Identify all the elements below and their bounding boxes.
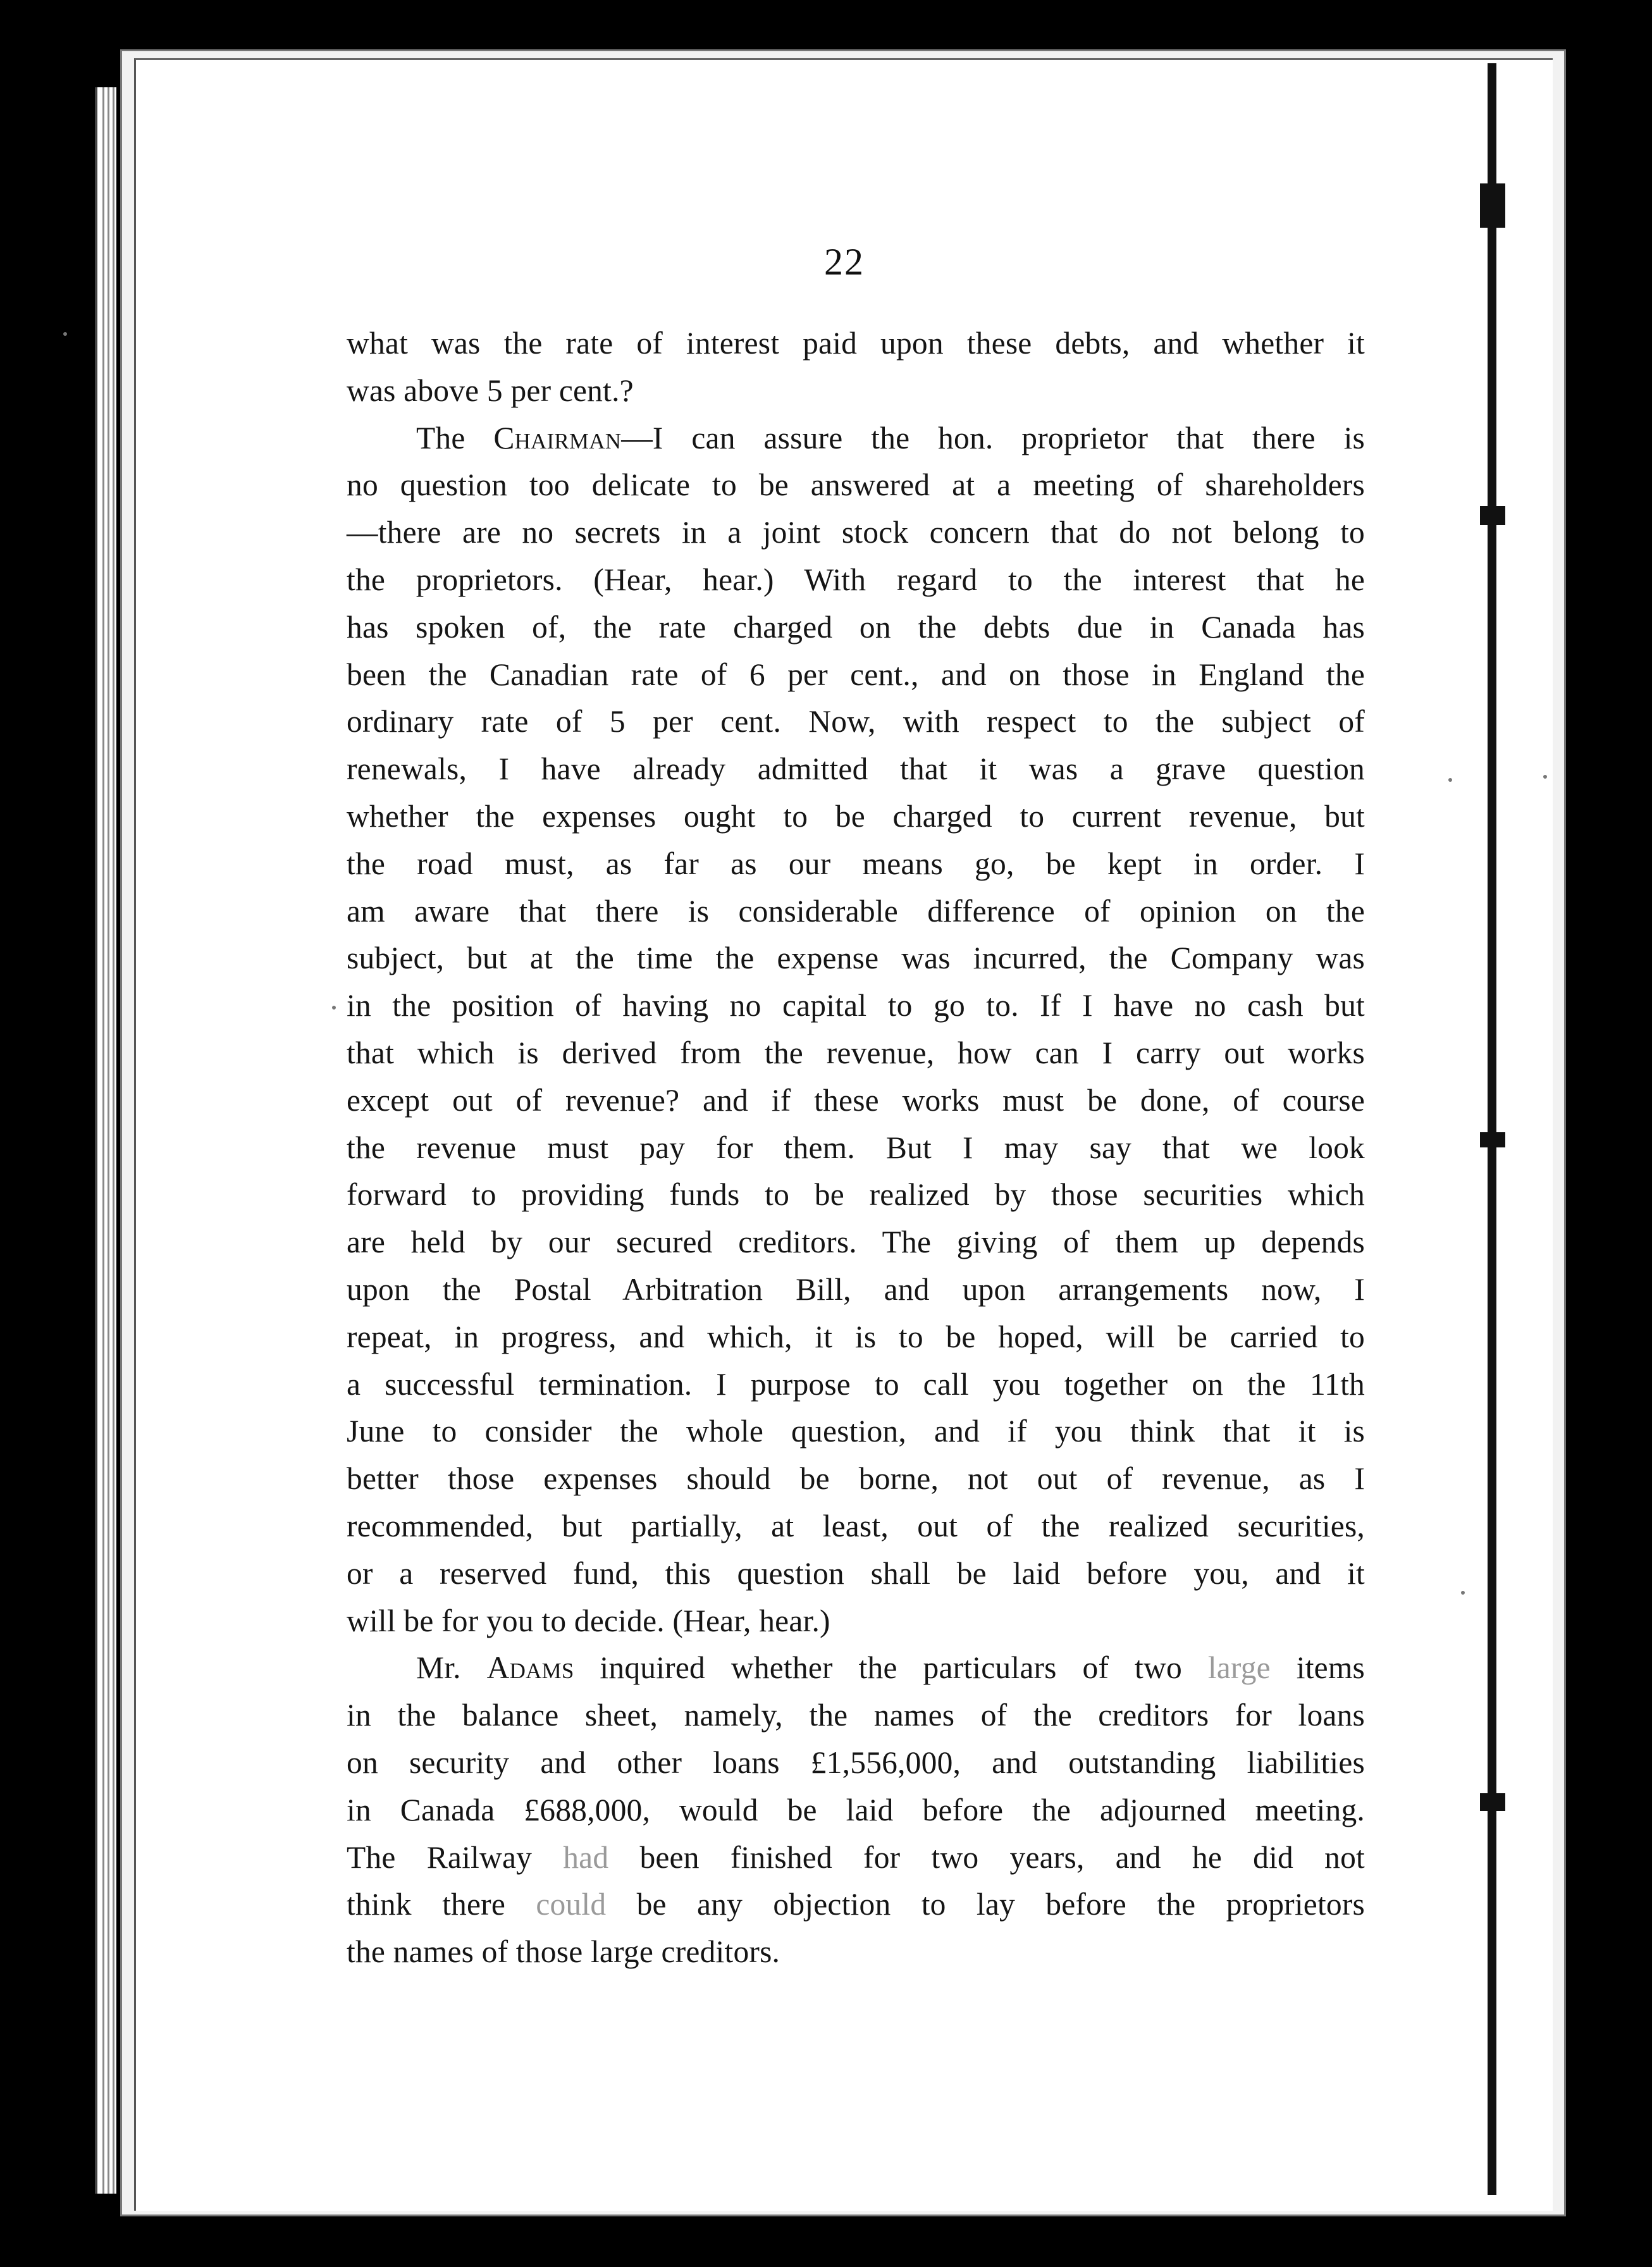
text-line — [347, 1361, 1365, 1409]
text-line — [347, 935, 1365, 982]
text-run: upon the Postal Arbitration Bill, and upon arrangements now, I — [347, 1271, 1365, 1307]
text-run: forward to providing funds to be realized by those securities which — [347, 1177, 1365, 1213]
text-line — [347, 462, 1365, 509]
text-run: Mr. — [416, 1650, 487, 1686]
page-edge — [102, 87, 104, 2194]
scan-speck — [63, 332, 67, 336]
spine-mark — [1480, 1132, 1505, 1147]
text-run: items — [1270, 1650, 1365, 1686]
text-run: that which is derived from the revenue, how can I carry out works — [347, 1035, 1365, 1070]
text-line — [347, 1219, 1365, 1266]
text-run: the names of those large creditors. — [347, 1934, 780, 1970]
text-line — [347, 1550, 1365, 1598]
text-run: been the Canadian rate of 6 per cent., and on those in England the — [347, 657, 1365, 692]
text-run: the revenue must pay for them. But I may say that we look — [347, 1130, 1365, 1165]
text-line — [347, 415, 1365, 462]
page-number: 22 — [824, 241, 865, 283]
spine-mark — [1480, 1793, 1505, 1811]
page-edge — [113, 87, 114, 2194]
text-run: June to consider the whole question, and if you think that it is — [347, 1414, 1365, 1449]
text-line — [347, 698, 1365, 746]
text-line — [347, 888, 1365, 936]
text-line — [347, 1077, 1365, 1125]
text-run: recommended, but partially, at least, out of the realized securities, — [347, 1508, 1365, 1543]
scan-speck — [1461, 1591, 1465, 1595]
text-line — [347, 604, 1365, 652]
text-line — [347, 1503, 1365, 1550]
text-run: am aware that there is considerable difference of opinion on the — [347, 893, 1365, 929]
speaker-name: Adams — [486, 1650, 574, 1686]
text-line — [347, 1645, 1365, 1692]
text-line — [347, 1314, 1365, 1361]
text-line — [347, 1266, 1365, 1314]
text-run: been finished for two years, and he did not — [608, 1839, 1365, 1875]
text-run: better those expenses should be borne, not out of revenue, as I — [347, 1461, 1365, 1497]
text-run: whether the expenses ought to be charged to current revenue, but — [347, 798, 1365, 834]
text-line — [347, 841, 1365, 888]
speaker-name: Chairman — [493, 420, 622, 455]
text-line — [347, 1171, 1365, 1219]
scan-speck — [1448, 778, 1452, 782]
page-stack-edges — [95, 87, 116, 2194]
body-text — [347, 320, 1365, 1976]
text-line — [347, 652, 1365, 699]
text-run: repeat, in progress, and which, it is to be hoped, will be carried to — [347, 1319, 1365, 1354]
text-run: has spoken of, the rate charged on the debts due in Canada has — [347, 609, 1365, 645]
text-run: no question too delicate to be answered at a meeting of shareholders — [347, 467, 1365, 503]
text-line — [347, 1455, 1365, 1503]
text-run: The — [416, 420, 494, 455]
page-edge — [108, 87, 109, 2194]
text-line — [347, 1125, 1365, 1172]
scan-speck — [1543, 775, 1547, 779]
text-line — [347, 509, 1365, 557]
text-run: or a reserved fund, this question shall be laid before you, and it — [347, 1555, 1365, 1591]
text-line — [347, 1787, 1365, 1834]
text-run: large — [1207, 1650, 1271, 1686]
spine-mark — [1480, 506, 1505, 525]
text-run: subject, but at the time the expense was incurred, the Company was — [347, 941, 1365, 976]
text-line — [347, 746, 1365, 793]
text-line — [347, 982, 1365, 1030]
text-run: The Railway — [347, 1839, 564, 1875]
text-line — [347, 1881, 1365, 1929]
text-run: was above 5 per cent.? — [347, 373, 634, 408]
text-run: be any objection to lay before the proprietors — [606, 1887, 1365, 1922]
text-line — [347, 1834, 1365, 1882]
text-line — [347, 1739, 1365, 1787]
text-run: —I can assure the hon. proprietor that there is — [621, 420, 1365, 455]
text-run: in the balance sheet, namely, the names of the creditors for loans — [347, 1698, 1365, 1733]
text-run: what was the rate of interest paid upon these debts, and whether it — [347, 326, 1365, 361]
text-line — [347, 557, 1365, 604]
text-line — [347, 1929, 1365, 1976]
spine-mark — [1480, 183, 1505, 228]
text-run: the proprietors. (Hear, hear.) With regard to the interest that he — [347, 562, 1365, 597]
text-run: are held by our secured creditors. The giving of them up depends — [347, 1225, 1365, 1260]
text-line — [347, 368, 1365, 415]
text-run: renewals, I have already admitted that it was a grave question — [347, 751, 1365, 787]
text-run: on security and other loans £1,556,000, and outstanding liabilities — [347, 1745, 1365, 1780]
text-run: ordinary rate of 5 per cent. Now, with respect to the subject of — [347, 704, 1365, 739]
text-line — [347, 793, 1365, 841]
text-line — [347, 1598, 1365, 1645]
scan-speck — [332, 1006, 336, 1010]
text-line — [347, 1408, 1365, 1455]
text-run: a successful termination. I purpose to call you together on the 11th — [347, 1366, 1365, 1402]
text-line — [347, 1030, 1365, 1077]
text-run: the road must, as far as our means go, be kept in order. I — [347, 846, 1365, 881]
text-run: had — [563, 1839, 609, 1875]
text-run: in Canada £688,000, would be laid before the adjourned meeting. — [347, 1792, 1365, 1827]
text-line — [347, 1692, 1365, 1739]
text-run: in the position of having no capital to go to. If I have no cash but — [347, 988, 1365, 1023]
text-run: will be for you to decide. (Hear, hear.) — [347, 1603, 830, 1638]
book-spine-edge — [1488, 63, 1496, 2195]
text-run: inquired whether the particulars of two — [574, 1650, 1208, 1686]
text-run: think there — [347, 1887, 536, 1922]
text-run: could — [536, 1887, 607, 1922]
text-run: except out of revenue? and if these works must be done, of course — [347, 1082, 1365, 1118]
text-line — [347, 320, 1365, 368]
text-run: —there are no secrets in a joint stock concern that do not belong to — [347, 515, 1365, 550]
